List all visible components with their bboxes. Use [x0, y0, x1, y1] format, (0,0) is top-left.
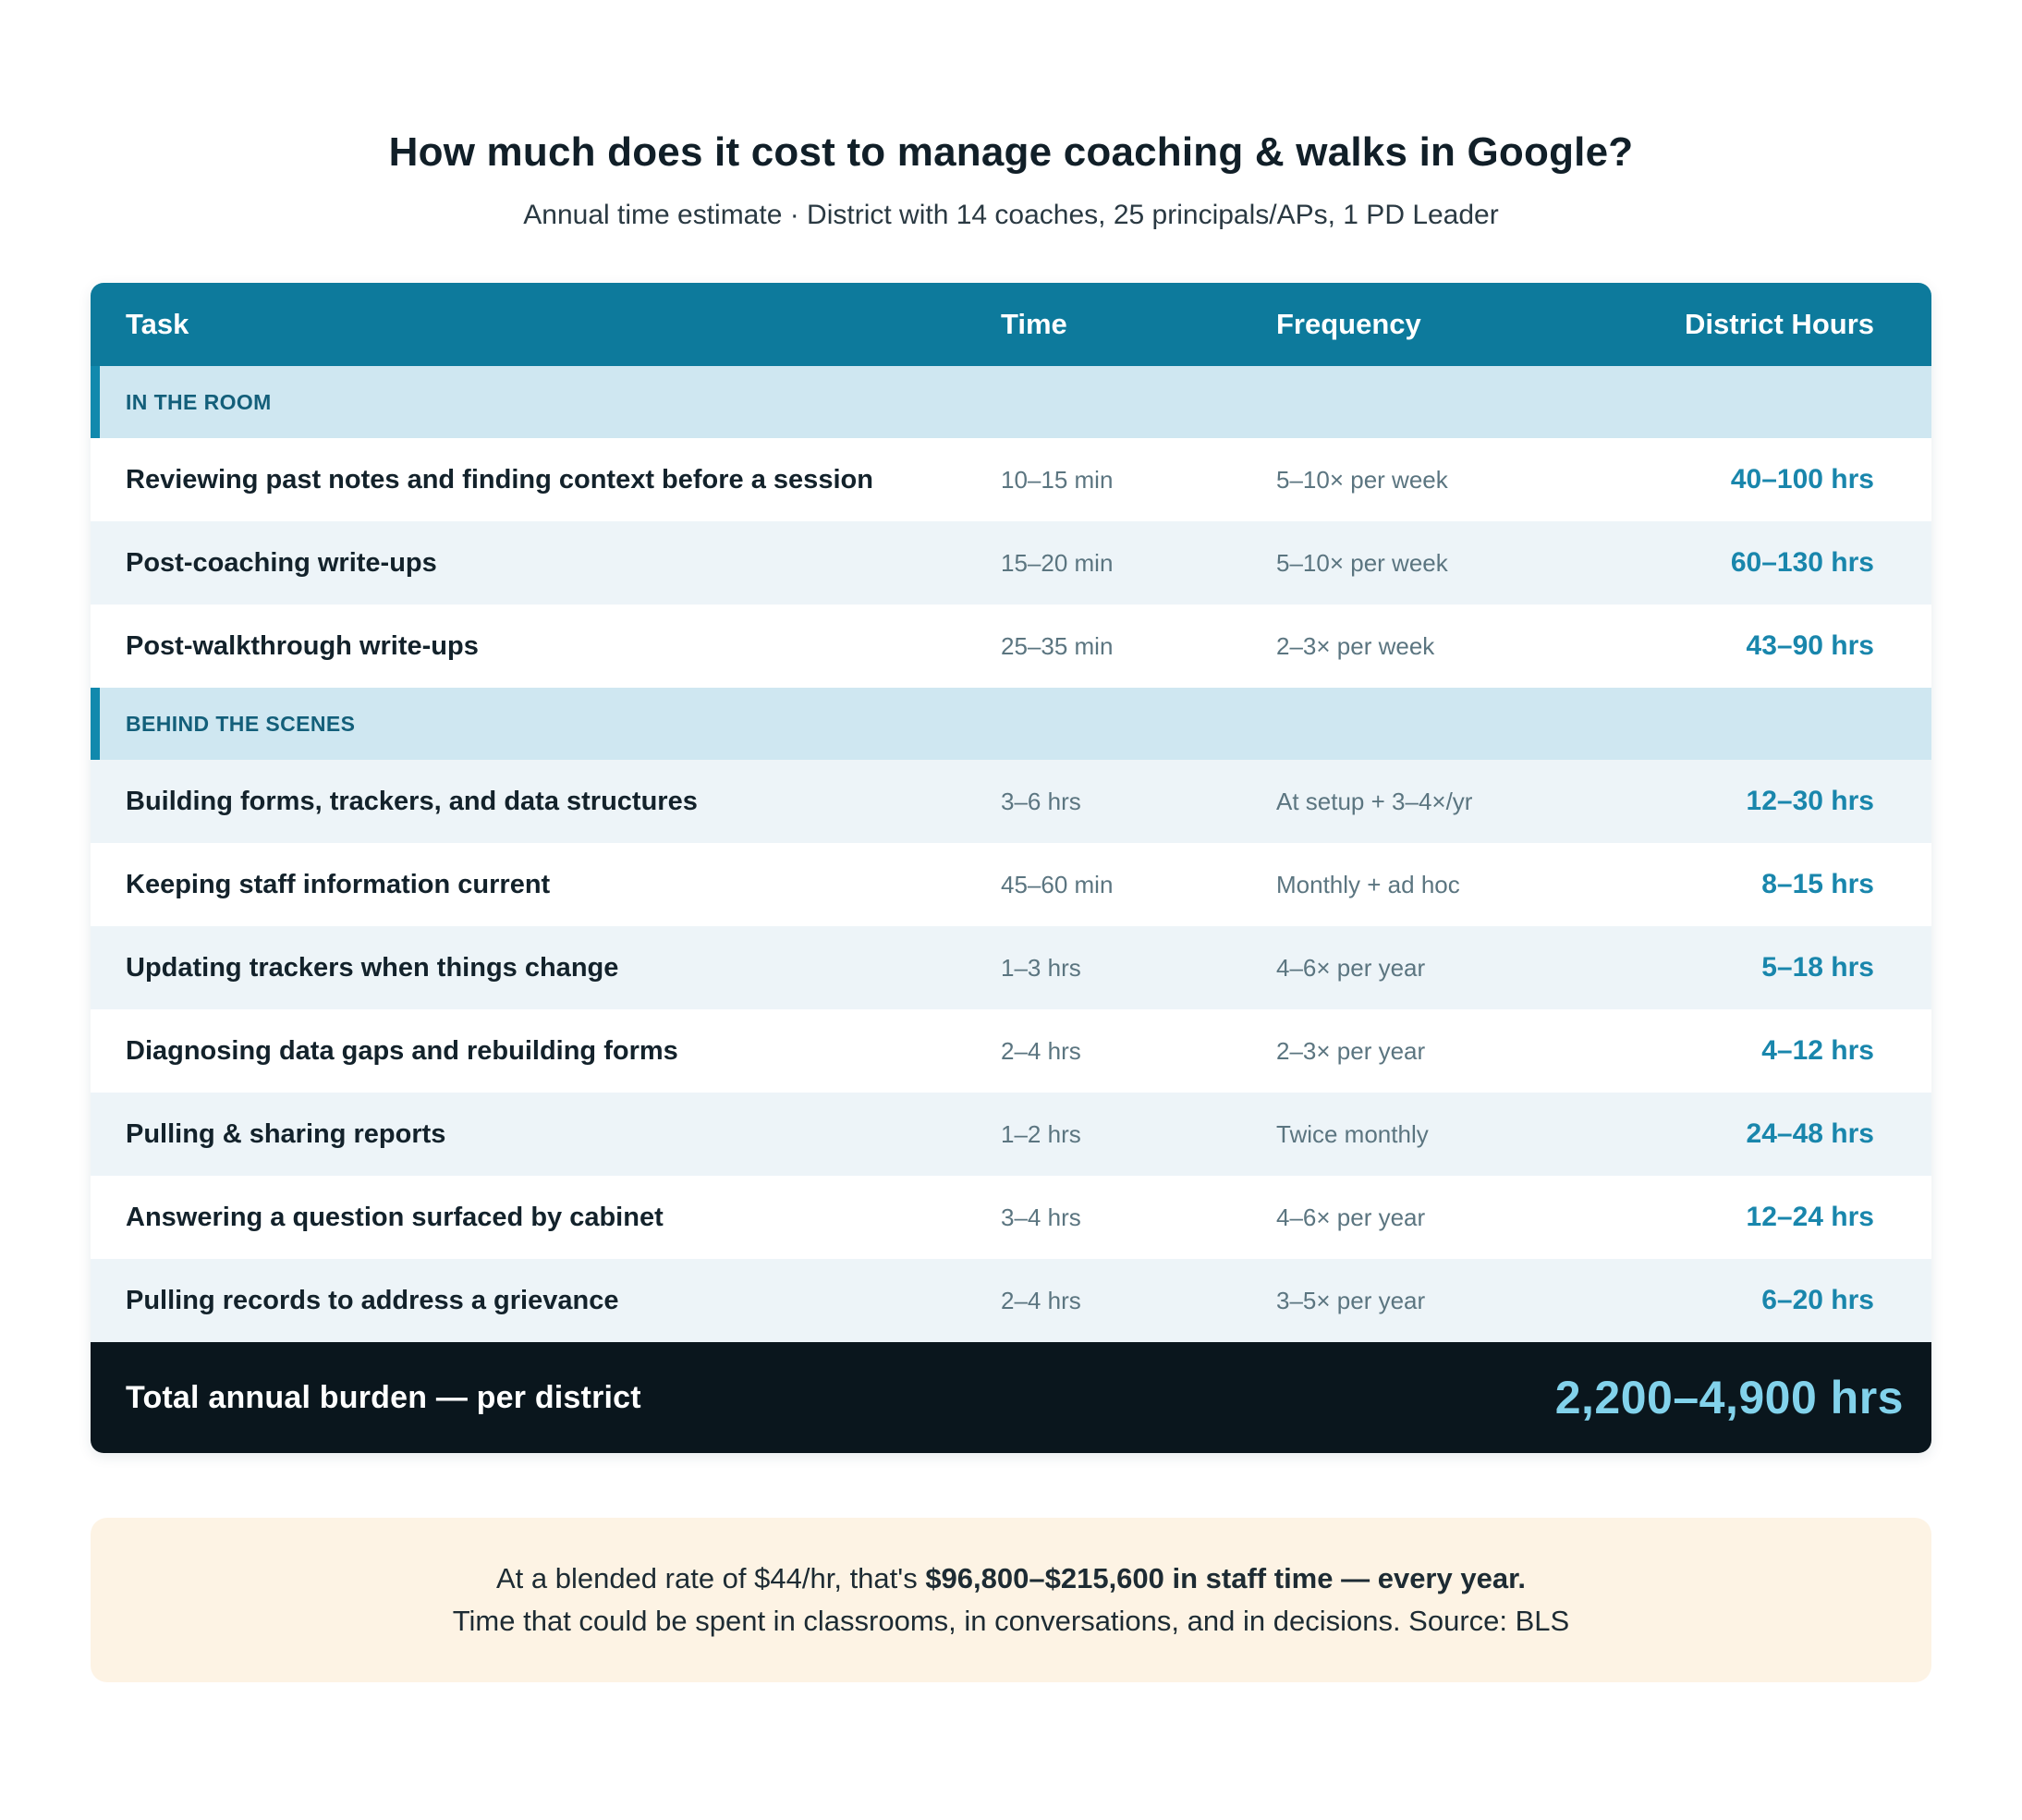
- district-hours-cell: 12–24 hrs: [1746, 1202, 1874, 1232]
- page-title: How much does it cost to manage coaching & walks in Google?: [388, 129, 1634, 175]
- frequency-cell: 2–3× per week: [1276, 631, 1435, 660]
- time-cell: 3–6 hrs: [1001, 787, 1081, 815]
- table-row: [91, 926, 1931, 1009]
- frequency-cell: 5–10× per week: [1276, 465, 1448, 494]
- time-cell: 45–60 min: [1001, 870, 1114, 898]
- time-cell: 3–4 hrs: [1001, 1203, 1081, 1231]
- table-row: [91, 1009, 1931, 1093]
- total-row: [91, 1342, 1931, 1453]
- district-hours-cell: 4–12 hrs: [1761, 1035, 1874, 1066]
- frequency-cell: 3–5× per year: [1276, 1286, 1426, 1314]
- col-header-time: Time: [1001, 308, 1067, 340]
- section-label: IN THE ROOM: [126, 389, 272, 414]
- table-row: [91, 438, 1931, 521]
- footnote-line2: Time that could be spent in classrooms, in conversations, and in decisions. Source: BLS: [452, 1605, 1570, 1637]
- time-cell: 1–2 hrs: [1001, 1119, 1081, 1148]
- task-cell: Updating trackers when things change: [126, 952, 619, 983]
- footnote-line1: [496, 1557, 1526, 1601]
- col-header-district-hours: District Hours: [1685, 308, 1874, 340]
- time-cell: 15–20 min: [1001, 548, 1114, 577]
- frequency-cell: Twice monthly: [1276, 1119, 1429, 1148]
- frequency-cell: 5–10× per week: [1276, 548, 1448, 577]
- district-hours-cell: 24–48 hrs: [1746, 1118, 1874, 1149]
- task-cell: Diagnosing data gaps and rebuilding forms: [126, 1035, 678, 1066]
- col-header-task: Task: [126, 308, 189, 340]
- district-hours-cell: 43–90 hrs: [1746, 630, 1874, 661]
- task-cell: Pulling records to address a grievance: [126, 1285, 619, 1315]
- table-row: [91, 1093, 1931, 1176]
- frequency-cell: 2–3× per year: [1276, 1036, 1426, 1065]
- page-subtitle: Annual time estimate · District with 14 coaches, 25 principals/APs, 1 PD Leader: [523, 200, 1499, 230]
- time-cell: 2–4 hrs: [1001, 1286, 1081, 1314]
- frequency-cell: Monthly + ad hoc: [1276, 870, 1460, 898]
- frequency-cell: 4–6× per year: [1276, 1203, 1426, 1231]
- task-cell: Building forms, trackers, and data structures: [126, 786, 698, 816]
- section-header-in-the-room: [91, 366, 1931, 438]
- time-cell: 1–3 hrs: [1001, 953, 1081, 982]
- table-row: [91, 605, 1931, 688]
- footnote-panel: [91, 1518, 1931, 1682]
- time-cell: 2–4 hrs: [1001, 1036, 1081, 1065]
- time-cell: 25–35 min: [1001, 631, 1114, 660]
- task-cell: Post-walkthrough write-ups: [126, 630, 479, 661]
- district-hours-cell: 60–130 hrs: [1730, 547, 1874, 578]
- section-label: BEHIND THE SCENES: [126, 711, 356, 736]
- district-hours-cell: 12–30 hrs: [1746, 786, 1874, 816]
- task-cell: Keeping staff information current: [126, 869, 551, 899]
- table-row: [91, 760, 1931, 843]
- frequency-cell: 4–6× per year: [1276, 953, 1426, 982]
- col-header-frequency: Frequency: [1276, 308, 1421, 340]
- total-label: Total annual burden — per district: [126, 1379, 641, 1415]
- district-hours-cell: 5–18 hrs: [1761, 952, 1874, 983]
- task-cell: Answering a question surfaced by cabinet: [126, 1202, 664, 1232]
- task-cell: Post-coaching write-ups: [126, 547, 437, 578]
- cost-table: [91, 283, 1931, 1453]
- table-header-row: [91, 283, 1931, 366]
- district-hours-cell: 6–20 hrs: [1761, 1285, 1874, 1315]
- time-cell: 10–15 min: [1001, 465, 1114, 494]
- table-row: [91, 521, 1931, 605]
- table-row: [91, 1259, 1931, 1342]
- table-row: [91, 843, 1931, 926]
- total-value: 2,200–4,900 hrs: [1554, 1372, 1904, 1423]
- footnote-line1-bold: $96,800–$215,600 in staff time — every year.: [925, 1561, 1527, 1594]
- district-hours-cell: 40–100 hrs: [1730, 464, 1874, 495]
- section-header-behind-the-scenes: [91, 688, 1931, 760]
- footnote-line1-prefix: At a blended rate of $44/hr, that's: [495, 1561, 926, 1594]
- task-cell: Reviewing past notes and finding context before a session: [126, 464, 873, 495]
- frequency-cell: At setup + 3–4×/yr: [1276, 787, 1473, 815]
- district-hours-cell: 8–15 hrs: [1761, 869, 1874, 899]
- task-cell: Pulling & sharing reports: [126, 1118, 446, 1149]
- table-row: [91, 1176, 1931, 1259]
